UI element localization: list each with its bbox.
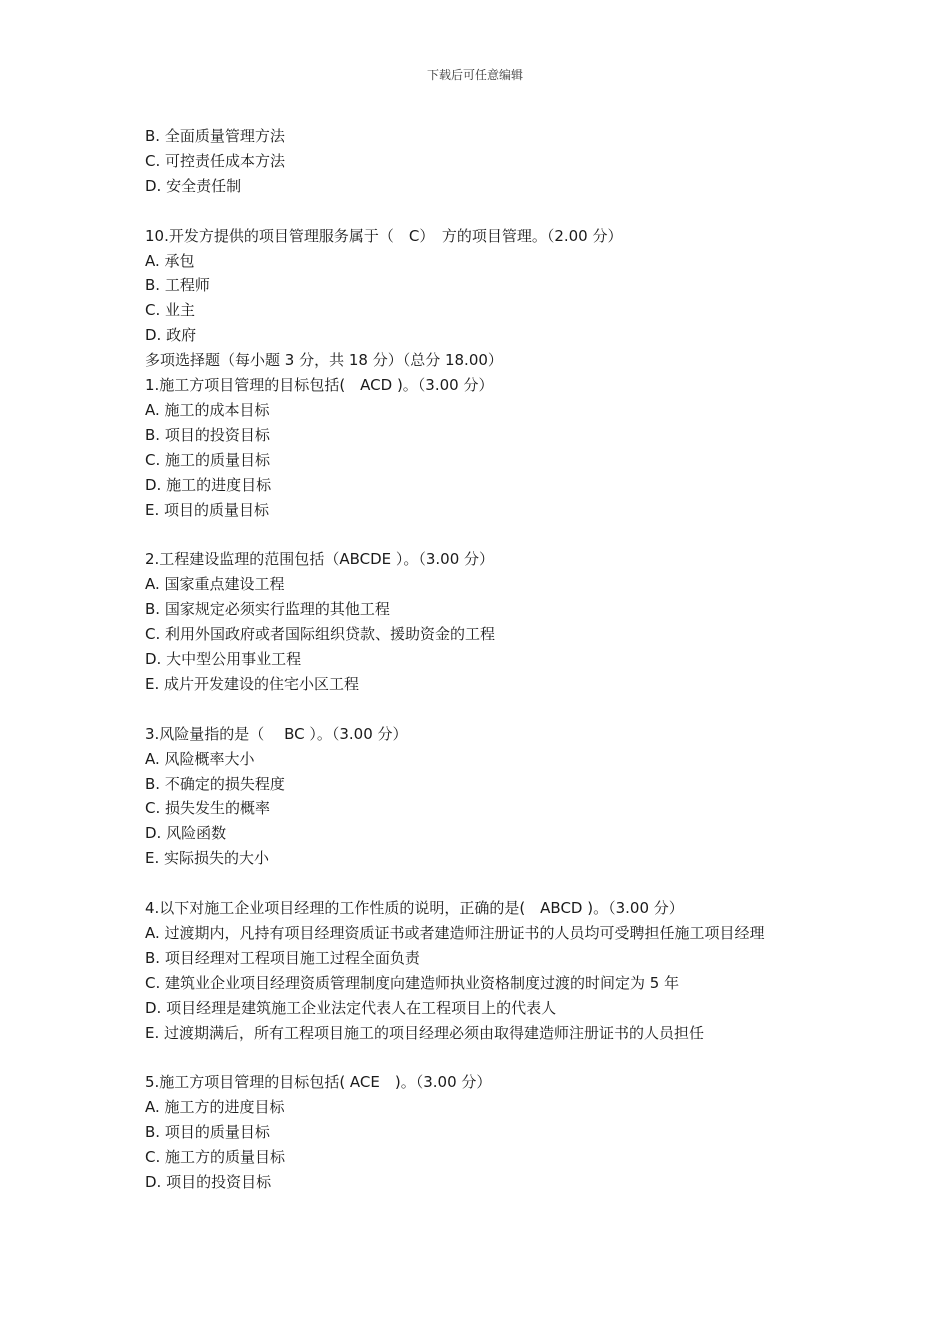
option-line: D. 政府 xyxy=(145,326,197,345)
option-line: E. 过渡期满后，所有工程项目施工的项目经理必须由取得建造师注册证书的人员担任 xyxy=(145,1023,705,1042)
question-line: 2.工程建设监理的范围包括（ABCDE ）。（3.00 分） xyxy=(145,550,495,569)
option-line: C. 施工的质量目标 xyxy=(145,450,271,469)
option-line: D. 安全责任制 xyxy=(145,176,242,195)
paragraph-gap xyxy=(145,522,825,547)
option-line: C. 损失发生的概率 xyxy=(145,799,271,818)
option-line: B. 不确定的损失程度 xyxy=(145,774,285,793)
option-line: C. 建筑业企业项目经理资质管理制度向建造师执业资格制度过渡的时间定为 5 年 xyxy=(145,973,680,992)
option-line: A. 国家重点建设工程 xyxy=(145,575,285,594)
option-line: D. 项目的投资目标 xyxy=(145,1172,272,1191)
option-line: A. 施工方的进度目标 xyxy=(145,1098,285,1117)
option-line: D. 施工的进度目标 xyxy=(145,475,272,494)
option-line: C. 施工方的质量目标 xyxy=(145,1148,286,1167)
option-line: A. 施工的成本目标 xyxy=(145,400,270,419)
option-line: B. 全面质量管理方法 xyxy=(145,127,285,145)
multi-question-2 xyxy=(145,547,825,696)
option-line: B. 项目的投资目标 xyxy=(145,425,270,444)
paragraph-gap xyxy=(145,871,825,896)
option-line: C. 业主 xyxy=(145,301,196,320)
option-line: C. 利用外国政府或者国际组织贷款、援助资金的工程 xyxy=(145,625,496,644)
option-line: B. 项目经理对工程项目施工过程全面负责 xyxy=(145,948,420,967)
option-line: A. 承包 xyxy=(145,251,195,270)
paragraph-gap xyxy=(145,697,825,722)
page-header: 下载后可任意编辑 xyxy=(426,68,523,82)
question-line: 4.以下对施工企业项目经理的工作性质的说明，正确的是( ABCD )。（3.00 分） xyxy=(145,899,684,918)
multi-question-4 xyxy=(145,896,825,1045)
question-9-options xyxy=(145,124,825,199)
option-line: E. 项目的质量目标 xyxy=(145,500,270,519)
question-line: 10.开发方提供的项目管理服务属于（ C） 方的项目管理。（2.00 分） xyxy=(145,226,623,245)
option-line: D. 风险函数 xyxy=(145,824,227,843)
option-line: E. 成片开发建设的住宅小区工程 xyxy=(145,674,360,693)
option-line: A. 过渡期内，凡持有项目经理资质证书或者建造师注册证书的人员均可受聘担任施工项目经理 xyxy=(145,923,765,942)
option-line: B. 项目的质量目标 xyxy=(145,1123,270,1142)
paragraph-gap xyxy=(145,1045,825,1070)
document-body xyxy=(145,124,825,1195)
option-line: E. 实际损失的大小 xyxy=(145,849,270,868)
option-line: A. 风险概率大小 xyxy=(145,749,255,768)
option-line: C. 可控责任成本方法 xyxy=(145,151,286,170)
paragraph-gap xyxy=(145,199,825,224)
section-heading: 多项选择题（每小题 3 分，共 18 分）（总分 18.00） xyxy=(145,351,503,370)
option-line: D. 项目经理是建筑施工企业法定代表人在工程项目上的代表人 xyxy=(145,998,557,1017)
question-line: 5.施工方项目管理的目标包括( ACE )。（3.00 分） xyxy=(145,1073,492,1092)
option-line: D. 大中型公用事业工程 xyxy=(145,650,302,668)
option-line: B. 国家规定必须实行监理的其他工程 xyxy=(145,600,390,619)
question-10-and-multi-1 xyxy=(145,224,825,523)
multi-question-3 xyxy=(145,722,825,871)
multi-question-5 xyxy=(145,1070,825,1195)
question-line: 3.风险量指的是（ BC ）。（3.00 分） xyxy=(145,724,408,743)
option-line: B. 工程师 xyxy=(145,276,210,295)
question-line: 1.施工方项目管理的目标包括( ACD )。（3.00 分） xyxy=(145,376,494,395)
